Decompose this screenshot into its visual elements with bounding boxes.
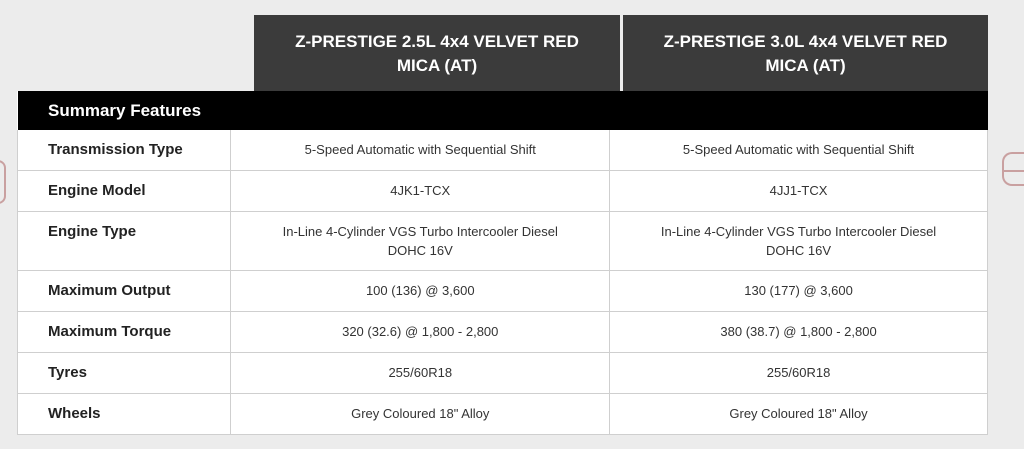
table-row [18,171,988,212]
row-label: Tyres [18,353,231,394]
row-value-model-1: 4JK1-TCX [231,171,610,212]
row-label: Engine Model [18,171,231,212]
row-value-model-2: 130 (177) @ 3,600 [610,271,988,312]
spec-comparison-table [17,91,988,435]
row-label: Maximum Torque [18,312,231,353]
model-header-2: Z-PRESTIGE 3.0L 4x4 VELVET RED MICA (AT) [623,15,988,92]
row-value-model-2: 5-Speed Automatic with Sequential Shift [610,130,988,171]
row-value-model-1: In-Line 4-Cylinder VGS Turbo Intercooler Diesel DOHC 16V [231,212,610,271]
model-header-1: Z-PRESTIGE 2.5L 4x4 VELVET RED MICA (AT) [254,15,620,92]
table-row [18,212,988,271]
section-title: Summary Features [18,91,988,130]
row-value-model-1: Grey Coloured 18" Alloy [231,394,610,435]
row-value-model-2: In-Line 4-Cylinder VGS Turbo Intercooler Diesel DOHC 16V [610,212,988,271]
row-label: Maximum Output [18,271,231,312]
table-row [18,353,988,394]
vehicle-outline-right [1002,152,1024,186]
vehicle-outline-left [0,160,6,204]
row-label: Wheels [18,394,231,435]
table-row [18,271,988,312]
row-value-model-1: 255/60R18 [231,353,610,394]
table-row [18,130,988,171]
row-value-model-1: 320 (32.6) @ 1,800 - 2,800 [231,312,610,353]
row-value-model-1: 100 (136) @ 3,600 [231,271,610,312]
row-value-model-2: 4JJ1-TCX [610,171,988,212]
row-value-model-1: 5-Speed Automatic with Sequential Shift [231,130,610,171]
row-label: Engine Type [18,212,231,271]
vehicle-outline-right-line [1002,170,1024,180]
table-row [18,312,988,353]
row-value-model-2: 380 (38.7) @ 1,800 - 2,800 [610,312,988,353]
row-label: Transmission Type [18,130,231,171]
row-value-model-2: 255/60R18 [610,353,988,394]
table-row [18,394,988,435]
row-value-model-2: Grey Coloured 18" Alloy [610,394,988,435]
